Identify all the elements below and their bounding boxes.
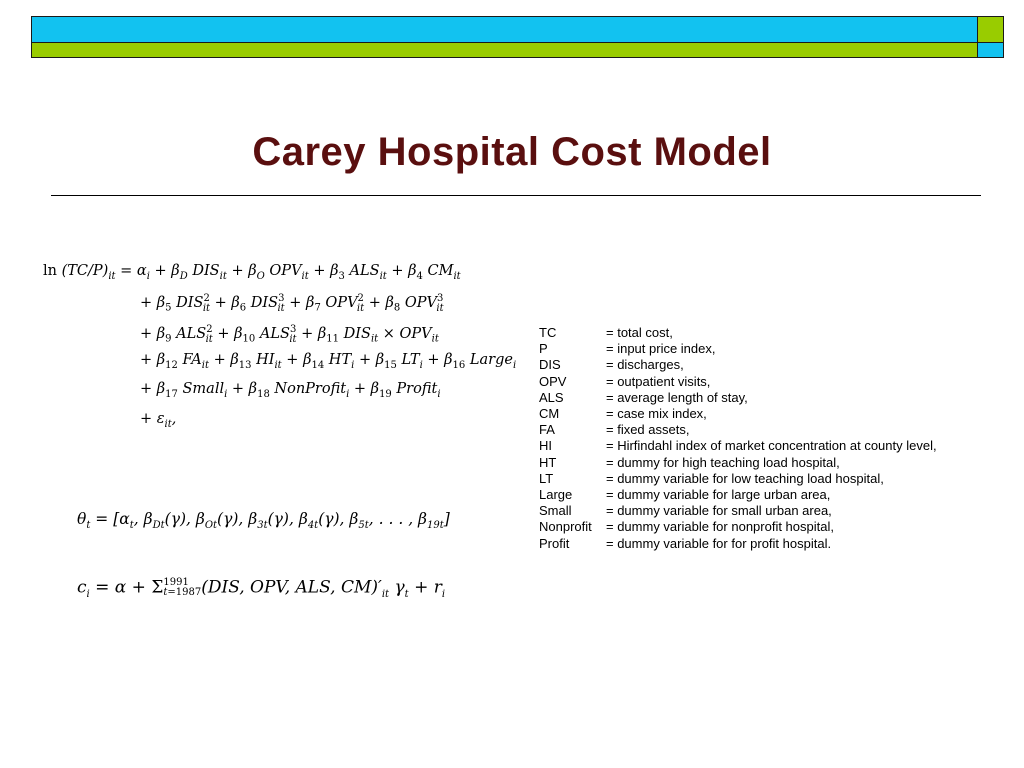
definition-term: OPV	[539, 373, 567, 389]
ci-equation: $c_i = \alpha + \Sigma 1991$ t=1987(DIS, OPV, ALS, $CM)'_{it}$ $\gamma_t + r_i$	[77, 577, 446, 600]
definition-row	[539, 536, 937, 552]
definition-row	[539, 503, 937, 519]
definition-row	[539, 357, 937, 373]
equation-line-1: $\ln (TC/P)_{it} = \alpha_i + \beta_D$ $DIS_{it} + \beta_O$ $OPV_{it} + \beta_3$ $ALS_{it} + \beta_4$ $CM_{it}$	[43, 263, 461, 282]
equation-line-4: + $\beta_{12}$ $FA_{it} + \beta_{13}$ $HI_{it} + \beta_{14}$ $HT_i + \beta_{15}$ $LT_i + \beta_{16}$ Large$_i$	[140, 352, 517, 371]
equation-line-2: + $\beta_5$ $DIS^2_{it} + \beta_6$ $DIS^3_{it} + \beta_7$ $OPV^2_{it} + \beta_8$ $OPV^3_{it}$	[140, 293, 444, 314]
header-square-green	[977, 16, 1004, 43]
definition-text: = fixed assets,	[606, 422, 690, 438]
equation-line-5: + $\beta_{17}$ Small$_i$ + $\beta_{18}$ NonProfit$_i$ + $\beta_{19}$ Profit$_i$	[140, 381, 441, 400]
definition-text: = discharges,	[606, 357, 684, 373]
definition-row	[539, 487, 937, 503]
definition-row	[539, 471, 937, 487]
definition-text: = dummy for high teaching load hospital,	[606, 454, 840, 470]
definition-term: Profit	[539, 535, 570, 551]
theta-equation: $\theta_t = [\alpha_t$, $\beta_{Dt}(\gamma)$, $\beta_{Ot}(\gamma)$, $\beta_{3t}(\gamma)$, $\beta_{4t}(\gamma)$, $\beta_{5t}$, . . . , $\beta_{19t}$]	[77, 510, 450, 532]
definition-term: ALS	[539, 389, 564, 405]
definition-term: Small	[539, 503, 572, 519]
definition-text: = outpatient visits,	[606, 373, 711, 389]
definition-term: DIS	[539, 357, 561, 373]
definition-row	[539, 341, 937, 357]
header-bar-cyan	[31, 16, 978, 43]
definition-row	[539, 325, 937, 341]
definition-term: LT	[539, 470, 554, 486]
definition-text: = Hirfindahl index of market concentration at county level,	[606, 438, 937, 454]
definition-term: P	[539, 341, 548, 357]
definition-text: = case mix index,	[606, 406, 707, 422]
equation-line-6: + $\varepsilon_{it}$,	[140, 411, 177, 430]
definition-text: = average length of stay,	[606, 389, 748, 405]
definition-text: = dummy variable for for profit hospital.	[606, 535, 832, 551]
variable-definitions	[539, 325, 937, 552]
definition-text: = dummy variable for nonprofit hospital,	[606, 519, 834, 535]
definition-row	[539, 374, 937, 390]
definition-row	[539, 390, 937, 406]
equation-line-3: + $\beta_9$ $ALS^2_{it} + \beta_{10}$ $ALS^3_{it} + \beta_{11}$ $DIS_{it} \times OPV_{it}$	[140, 324, 439, 345]
definition-term: CM	[539, 406, 560, 422]
definition-row	[539, 422, 937, 438]
definition-text: = dummy variable for small urban area,	[606, 503, 832, 519]
header-square-cyan	[977, 42, 1004, 58]
definition-row	[539, 406, 937, 422]
header-bar-green	[31, 42, 978, 58]
definition-term: TC	[539, 325, 557, 340]
definition-text: = dummy variable for low teaching load hospital,	[606, 470, 884, 486]
definition-term: Large	[539, 487, 573, 503]
definition-row	[539, 455, 937, 471]
definition-text: = input price index,	[606, 341, 716, 357]
definition-term: FA	[539, 422, 555, 438]
slide-title: Carey Hospital Cost Model	[252, 130, 772, 174]
definition-text: = total cost,	[606, 325, 673, 340]
definition-term: Nonprofit	[539, 519, 592, 535]
definition-row	[539, 519, 937, 535]
definition-term: HT	[539, 454, 557, 470]
definition-term: HI	[539, 438, 552, 454]
title-divider	[51, 195, 981, 196]
definition-row	[539, 438, 937, 454]
definition-text: = dummy variable for large urban area,	[606, 487, 831, 503]
